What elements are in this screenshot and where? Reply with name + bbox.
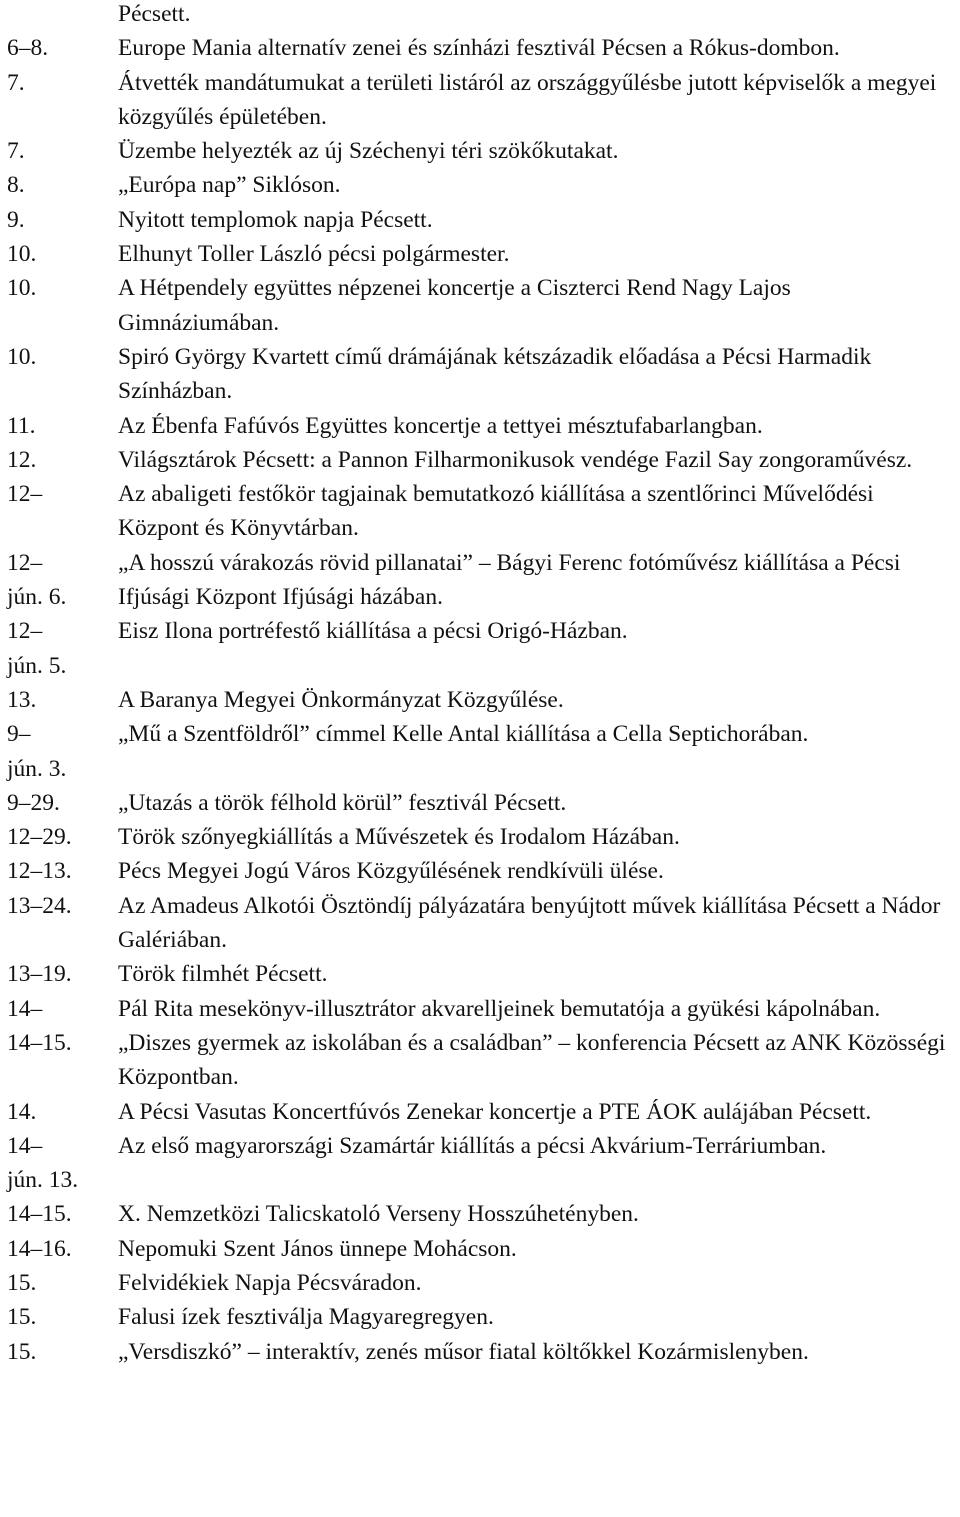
entry-date: 7. [7,138,25,165]
entry-text: Az abaligeti festőkör tagjainak bemutatkozó kiállítása a szentlőrinci Művelődési Központ és Könyvtárban. [118,481,874,542]
chronicle-entry [7,1232,960,1266]
entry-date: 6–8. [7,35,49,62]
entry-date: 13–24. [7,892,72,919]
entry-date: 14. [7,1098,37,1125]
chronicle-entry [7,820,960,854]
chronicle-entry [7,134,960,168]
entry-date: 8. [7,172,25,199]
entry-text: Átvették mandátumukat a területi listáról az országgyűlésbe jutott képviselők a megyei közgyűlés épületében. [118,69,937,130]
chronicle-list [7,0,960,1369]
chronicle-entry [7,889,960,958]
entry-date: 12. [7,446,37,473]
entry-date: 13–19. [7,961,72,988]
entry-text: Nepomuki Szent János ünnepe Mohácson. [118,1235,517,1262]
entry-text: Az Amadeus Alkotói Ösztöndíj pályázatára benyújtott művek kiállítása Pécsett a Nádor Galériában. [118,892,941,954]
chronicle-entry [7,409,960,443]
entry-text: Az első magyarországi Szamártár kiállítás a pécsi Akvárium-Terráriumban. [118,1132,827,1159]
entry-date: 14– [7,995,43,1022]
chronicle-entry [7,683,960,717]
entry-text: Török filmhét Pécsett. [118,961,328,988]
chronicle-entry [7,477,960,546]
chronicle-entry [7,717,960,786]
entry-text: „Diszes gyermek az iskolában és a családban” – konferencia Pécsett az ANK Közösségi Központban. [118,1029,946,1091]
entry-date: 14–15. [7,1201,72,1228]
entry-text: Eisz Ilona portréfestő kiállítása a pécsi Origó-Házban. [118,618,628,645]
entry-text: Europe Mania alternatív zenei és színházi fesztivál Pécsen a Rókus-dombon. [118,35,840,62]
entry-date: 9. [7,206,25,233]
entry-text: Pál Rita mesekönyv-illusztrátor akvarelljeinek bemutatója a gyükési kápolnában. [118,995,881,1022]
entry-text: „Versdiszkó” – interaktív, zenés műsor fiatal költőkkel Kozármislenyben. [118,1338,809,1365]
chronicle-entry [7,957,960,991]
entry-text: „A hosszú várakozás rövid pillanatai” – Bágyi Ferenc fotóművész kiállítása a Pécsi Ifjúsági Központ Ifjúsági házában. [118,549,901,611]
chronicle-entry [7,237,960,271]
chronicle-entry [7,992,960,1026]
entry-text: Elhunyt Toller László pécsi polgármester. [118,241,510,268]
entry-date: 12–13. [7,858,72,885]
entry-text: A Baranya Megyei Önkormányzat Közgyűlése. [118,686,564,713]
entry-date: 12–29. [7,824,72,851]
chronicle-entry [7,168,960,202]
chronicle-entry [7,271,960,340]
chronicle-entry [7,786,960,820]
entry-text: Az Ébenfa Fafúvós Együttes koncertje a tettyei mésztufabarlangban. [118,412,763,439]
chronicle-entry [7,1026,960,1095]
entry-date: 15. [7,1269,37,1296]
chronicle-entry [7,854,960,888]
entry-date: 12– [7,481,43,508]
entry-text: Falusi ízek fesztiválja Magyaregregyen. [118,1304,494,1331]
entry-date: 15. [7,1338,37,1365]
entry-date: 14– jún. 13. [7,1132,79,1194]
entry-text: Nyitott templomok napja Pécsett. [118,206,433,233]
entry-date: 13. [7,686,37,713]
entry-date: 10. [7,241,37,268]
chronicle-entry [7,546,960,615]
chronicle-entry [7,1335,960,1369]
entry-text: „Európa nap” Siklóson. [118,172,341,199]
entry-date: 9– jún. 3. [7,721,67,782]
chronicle-entry [7,203,960,237]
chronicle-entry [7,1266,960,1300]
chronicle-entry [7,66,960,135]
chronicle-entry [7,1129,960,1198]
entry-text: Üzembe helyezték az új Széchenyi téri szökőkutakat. [118,138,619,165]
entry-date: 10. [7,275,37,302]
entry-date: 14–16. [7,1235,72,1262]
entry-date: 12– jún. 6. [7,549,67,611]
entry-date: 10. [7,343,37,370]
entry-text: Spiró György Kvartett című drámájának kétszázadik előadása a Pécsi Harmadik Színházban. [118,343,872,405]
entry-text: Pécs Megyei Jogú Város Közgyűlésének rendkívüli ülése. [118,858,664,885]
chronicle-entry [7,1095,960,1129]
entry-text: „Utazás a török félhold körül” fesztivál Pécsett. [118,789,567,816]
entry-text: A Hétpendely együttes népzenei koncertje a Ciszterci Rend Nagy Lajos Gimnáziumában. [118,275,791,336]
entry-text: Pécsett. [118,1,191,27]
entry-text: A Pécsi Vasutas Koncertfúvós Zenekar koncertje a PTE ÁOK aulájában Pécsett. [118,1098,872,1125]
chronicle-entry [7,0,960,31]
entry-date: 12– jún. 5. [7,618,67,679]
entry-text: X. Nemzetközi Talicskatoló Verseny Hosszúhetényben. [118,1201,639,1228]
chronicle-entry [7,1197,960,1231]
entry-date: 9–29. [7,789,60,816]
chronicle-entry [7,443,960,477]
entry-text: Világsztárok Pécsett: a Pannon Filharmonikusok vendége Fazil Say zongoraművész. [118,446,913,473]
entry-text: Török szőnyegkiállítás a Művészetek és Irodalom Házában. [118,824,680,851]
entry-date: 15. [7,1304,37,1331]
chronicle-entry [7,1300,960,1334]
entry-date: 11. [7,412,36,439]
chronicle-entry [7,31,960,65]
chronicle-entry [7,340,960,409]
chronicle-entry [7,614,960,683]
entry-date: 14–15. [7,1029,72,1056]
entry-text: Felvidékiek Napja Pécsváradon. [118,1269,422,1296]
entry-date: 7. [7,69,25,96]
entry-text: „Mű a Szentföldről” címmel Kelle Antal kiállítása a Cella Septichorában. [118,721,809,748]
